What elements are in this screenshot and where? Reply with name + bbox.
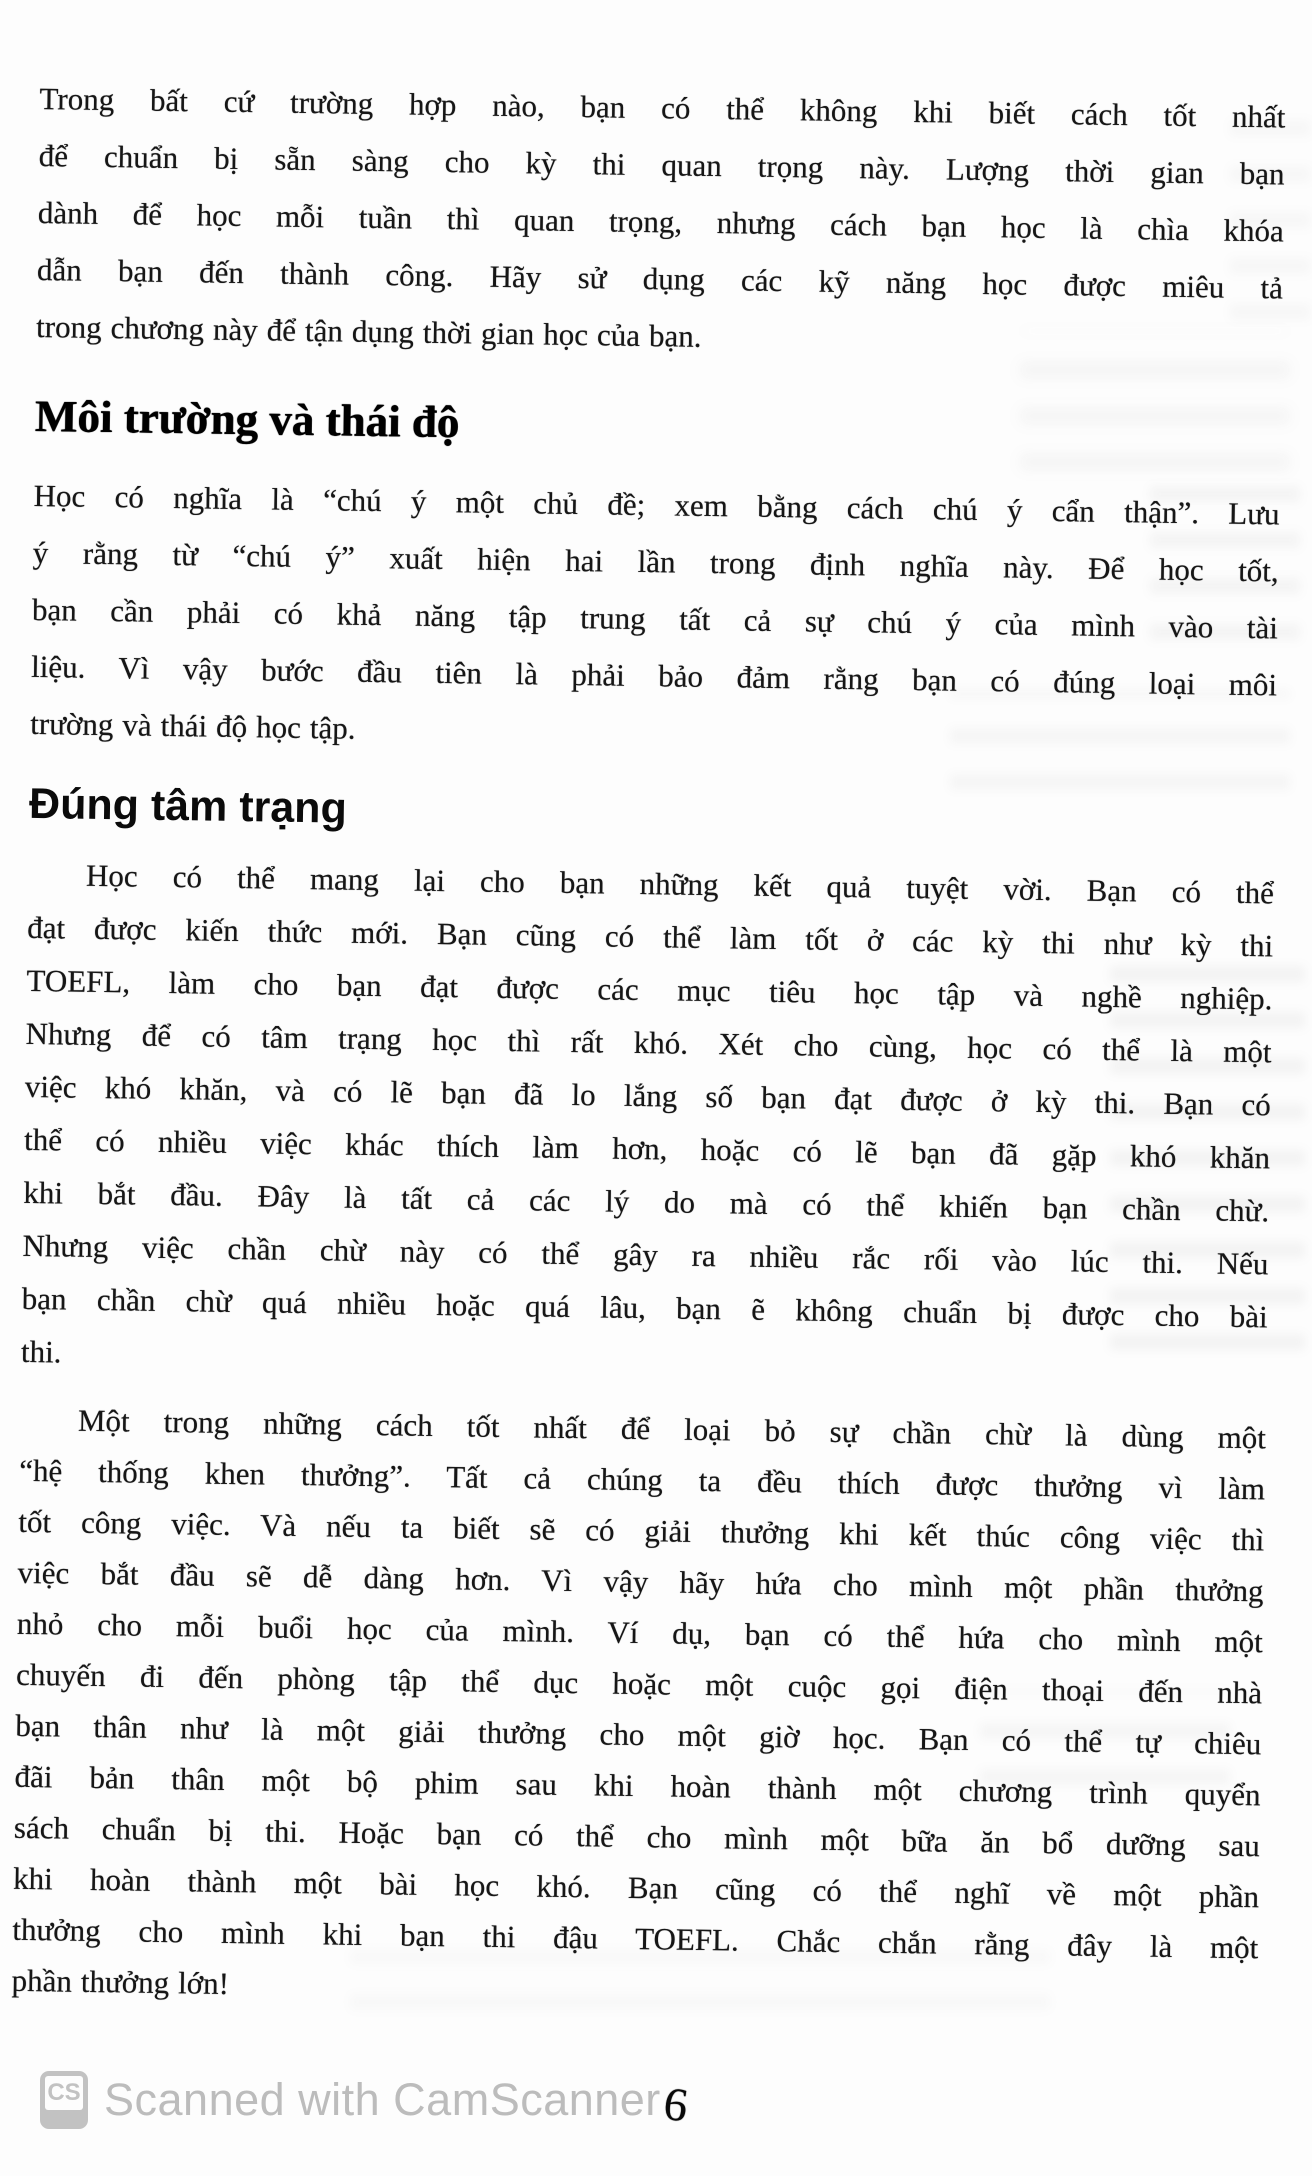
paragraph-reward-system: [11, 1394, 1266, 2024]
text-line: thưởng cho mình khi bạn thi đậu TOEFL. Chắc chắn rằng đây là một: [12, 1911, 1259, 1966]
text-line: chuyến đi đến phòng tập thể dục hoặc một cuộc gọi điện thoại đến nhà: [15, 1656, 1263, 1711]
text-line: bạn thân như là một giải thưởng cho một giờ học. Bạn có thể tự chiêu: [15, 1707, 1262, 1762]
text-line: đãi bản thân một bộ phim sau khi hoàn thành một chương trình quyển: [14, 1758, 1261, 1813]
text-line: Học có thể mang lại cho bạn những kết quả tuyệt vời. Bạn có thể: [85, 857, 1275, 911]
text-line: trường và thái độ học tập.: [30, 705, 356, 746]
text-line: nhỏ cho mỗi buổi học của mình. Ví dụ, bạn có thể hứa cho mình một: [16, 1605, 1264, 1660]
text-line: Nhưng việc chần chừ này có thể gây ra nhiều rắc rối vào lúc thi. Nếu: [22, 1227, 1269, 1282]
page-content: [11, 0, 1287, 2024]
subsection-heading: Đúng tâm trạng: [28, 779, 348, 833]
text-line: việc bắt đầu sẽ dễ dàng hơn. Vì vậy hãy hứa cho mình một phần thưởng: [17, 1554, 1264, 1609]
text-line: bạn chần chừ quá nhiều hoặc quá lâu, bạn ẽ không chuẩn bị được cho bài: [21, 1280, 1268, 1335]
text-line: “hệ thống khen thưởng”. Tất cả chúng ta đều thích được thưởng vì làm: [18, 1452, 1266, 1507]
text-line: để chuẩn bị sẵn sàng cho kỳ thi quan trọng này. Lượng thời gian bạn: [38, 137, 1285, 192]
text-line: phần thưởng lớn!: [11, 1962, 230, 2002]
text-line: sách chuẩn bị thi. Hoặc bạn có thể cho mình một bữa ăn bổ dưỡng sau: [13, 1809, 1261, 1864]
paragraph-intro: [36, 0, 1287, 373]
camscanner-footer: [40, 2068, 661, 2132]
camscanner-watermark: Scanned with CamScanner: [104, 2074, 661, 2125]
text-line: liệu. Vì vậy bước đầu tiên là phải bảo đảm rằng bạn có đúng loại môi: [30, 648, 1278, 703]
text-line: khi bắt đầu. Đây là tất cả các lý do mà có thể khiến bạn chần chừ.: [23, 1174, 1270, 1229]
text-line: tốt công việc. Và nếu ta biết sẽ có giải thưởng khi kết thúc công việc thì: [18, 1503, 1265, 1558]
text-line: ý rằng từ “chú ý” xuất hiện hai lần trong định nghĩa này. Để học tốt,: [32, 534, 1279, 589]
section-heading: Môi trường và thái độ: [34, 390, 460, 448]
text-line: Nhưng để có tâm trạng học thì rất khó. Xét cho cùng, học có thể là một: [25, 1015, 1272, 1070]
text-line: Một trong những cách tốt nhất để loại bỏ sự chần chừ là dùng một: [77, 1402, 1267, 1456]
paragraph-mood: [21, 848, 1275, 1396]
text-line: khi hoàn thành một bài học khó. Bạn cũng có thể nghĩ về một phần: [12, 1860, 1260, 1915]
camscanner-logo-icon: [40, 2071, 88, 2129]
text-line: thể có nhiều việc khác thích làm hơn, hoặc có lẽ bạn đã gặp khó khăn: [23, 1121, 1271, 1176]
text-line: TOEFL, làm cho bạn đạt được các mục tiêu học tập và nghề nghiệp.: [26, 962, 1273, 1017]
page-number: 6: [660, 2077, 692, 2133]
text-line: dành để học mỗi tuần thì quan trọng, nhưng cách bạn học là chìa khóa: [37, 194, 1285, 249]
text-line: Học có nghĩa là “chú ý một chủ đề; xem bằng cách chú ý cẩn thận”. Lưu: [33, 477, 1280, 532]
text-line: dẫn bạn đến thành công. Hãy sử dụng các kỹ năng học được miêu tả: [36, 251, 1284, 306]
paragraph-environment: [30, 467, 1280, 770]
text-line: trong chương này để tận dụng thời gian học của bạn.: [35, 308, 702, 354]
text-line: thi.: [20, 1333, 62, 1370]
text-line: Trong bất cứ trường hợp nào, bạn có thể không khi biết cách tốt nhất: [39, 80, 1286, 135]
camscanner-logo-text: CS: [45, 2076, 83, 2110]
text-line: đạt được kiến thức mới. Bạn cũng có thể làm tốt ở các kỳ thi như kỳ thi: [27, 909, 1274, 964]
text-line: việc khó khăn, và có lẽ bạn đã lo lắng số bạn đạt được ở kỳ thi. Bạn có: [24, 1068, 1272, 1123]
text-line: bạn cần phải có khả năng tập trung tất cả sự chú ý của mình vào tài: [31, 591, 1279, 646]
